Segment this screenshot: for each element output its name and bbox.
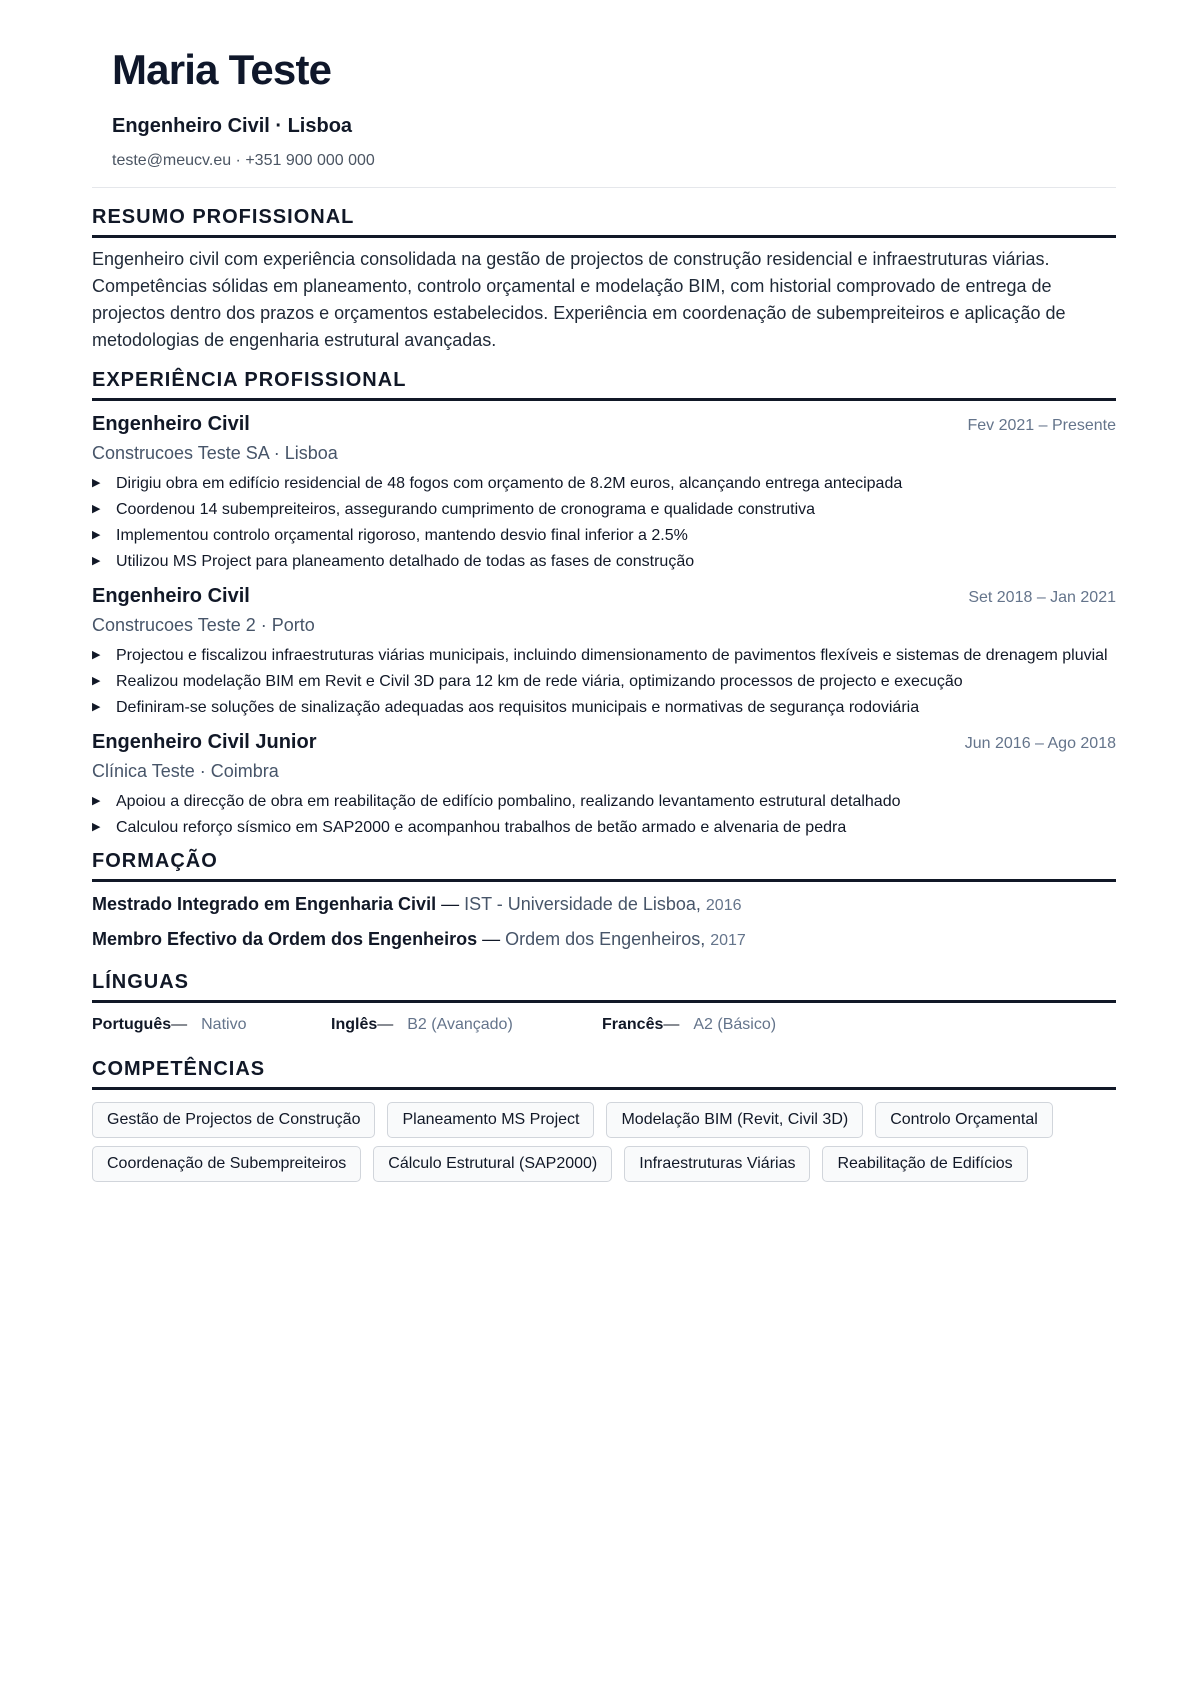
- skill-chip: Controlo Orçamental: [875, 1102, 1053, 1138]
- job-dates: Jun 2016 – Ago 2018: [964, 735, 1116, 752]
- resume-header: [92, 0, 1116, 188]
- experience-section: [92, 368, 1116, 839]
- education-year: 2016: [705, 897, 742, 914]
- job-title: Engenheiro Civil Junior: [92, 731, 317, 753]
- language-level: B2 (Avançado): [407, 1016, 513, 1033]
- skill-chip: Gestão de Projectos de Construção: [92, 1102, 375, 1138]
- language-item: [331, 1013, 602, 1037]
- education-separator: —: [436, 894, 465, 914]
- job-bullets: [92, 472, 1116, 573]
- bullet-text: Dirigiu obra em edifício residencial de 48 fogos com orçamento de 8.2M euros, alcançando entrega antecipada: [116, 475, 903, 492]
- language-item: [92, 1013, 331, 1037]
- job-dates: Set 2018 – Jan 2021: [968, 589, 1116, 606]
- summary-text: Engenheiro civil com experiência consolidada na gestão de projectos de construção residencial e infraestruturas viárias. Competências sólidas em planeamento, controlo orçamental e modelação BIM, com historial comprovado de entrega de projectos dentro dos prazos e orçamentos estabelecidos. Experiência em coordenação de subempreiteiros e aplicação de metodologias de engenharia estrutural avançadas.: [92, 249, 1066, 350]
- job-company: Clínica Teste · Coimbra: [92, 761, 279, 781]
- job-title: Engenheiro Civil: [92, 585, 250, 607]
- bullet-text: Calculou reforço sísmico em SAP2000 e acompanhou trabalhos de betão armado e alvenaria de pedra: [116, 819, 847, 836]
- headline: Engenheiro Civil · Lisboa: [112, 115, 353, 137]
- job-company: Construcoes Teste SA · Lisboa: [92, 443, 338, 463]
- triangle-right-icon: ▶: [92, 529, 101, 541]
- section-title-skills: COMPETÊNCIAS: [92, 1057, 1116, 1090]
- education-institution: Ordem dos Engenheiros: [505, 929, 701, 949]
- bullet-text: Projectou e fiscalizou infraestruturas viárias municipais, incluindo dimensionamento de pavimentos flexíveis e sistemas de drenagem pluvial: [116, 647, 1108, 664]
- education-degree: Membro Efectivo da Ordem dos Engenheiros: [92, 929, 478, 949]
- bullet-text: Definiram-se soluções de sinalização adequadas aos requisitos municipais e normativas de segurança rodoviária: [116, 699, 920, 716]
- triangle-right-icon: ▶: [92, 555, 101, 567]
- language-name: Inglês: [331, 1016, 378, 1033]
- section-title-summary: RESUMO PROFISSIONAL: [92, 205, 1116, 238]
- triangle-right-icon: ▶: [92, 821, 101, 833]
- bullet-text: Implementou controlo orçamental rigoroso, mantendo desvio final inferior a 2.5%: [116, 527, 688, 544]
- triangle-right-icon: ▶: [92, 701, 101, 713]
- list-item: [92, 472, 1116, 495]
- contact-line: teste@meucv.eu · +351 900 000 000: [112, 152, 375, 169]
- triangle-right-icon: ▶: [92, 795, 101, 807]
- skills-section: [92, 1057, 1116, 1190]
- education-item: [92, 927, 1116, 953]
- language-separator: —: [171, 1016, 188, 1033]
- list-item: [92, 696, 1116, 719]
- skill-chip: Reabilitação de Edifícios: [822, 1146, 1027, 1182]
- education-year: 2017: [710, 932, 746, 949]
- job-entry: [92, 583, 1116, 719]
- skill-chip: Coordenação de Subempreiteiros: [92, 1146, 361, 1182]
- language-name: Português: [92, 1016, 172, 1033]
- skills-chips: [92, 1102, 1116, 1190]
- job-entry: [92, 729, 1116, 839]
- language-separator: —: [663, 1016, 680, 1033]
- education-degree: Mestrado Integrado em Engenharia Civil: [92, 894, 437, 914]
- triangle-right-icon: ▶: [92, 503, 101, 515]
- education-section: [92, 849, 1116, 953]
- job-dates: Fev 2021 – Presente: [967, 417, 1116, 434]
- bullet-text: Utilizou MS Project para planeamento detalhado de todas as fases de construção: [116, 553, 695, 570]
- section-title-education: FORMAÇÃO: [92, 849, 1116, 882]
- language-level: Nativo: [201, 1016, 247, 1033]
- list-item: [92, 790, 1116, 813]
- bullet-text: Coordenou 14 subempreiteiros, assegurando cumprimento de cronograma e qualidade construtiva: [116, 501, 816, 518]
- bullet-text: Apoiou a direcção de obra em reabilitação de edifício pombalino, realizando levantamento estrutural detalhado: [116, 793, 901, 810]
- bullet-text: Realizou modelação BIM em Revit e Civil 3D para 12 km de rede viária, optimizando processos de projecto e execução: [116, 673, 963, 690]
- language-item: [602, 1013, 776, 1037]
- candidate-name: Maria Teste: [112, 46, 332, 93]
- list-item: [92, 670, 1116, 693]
- header-divider: [92, 187, 1116, 188]
- section-title-languages: LÍNGUAS: [92, 970, 1116, 1003]
- list-item: [92, 816, 1116, 839]
- education-separator: —: [477, 929, 506, 949]
- list-item: [92, 550, 1116, 573]
- education-comma: ,: [695, 894, 706, 914]
- list-item: [92, 498, 1116, 521]
- language-name: Francês: [602, 1016, 664, 1033]
- list-item: [92, 644, 1116, 667]
- language-separator: —: [377, 1016, 394, 1033]
- job-entry: [92, 411, 1116, 573]
- skill-chip: Modelação BIM (Revit, Civil 3D): [606, 1102, 863, 1138]
- job-bullets: [92, 790, 1116, 839]
- resume-page: [92, 0, 1116, 1190]
- languages-list: [92, 1013, 1116, 1037]
- section-title-experience: EXPERIÊNCIA PROFISSIONAL: [92, 368, 1116, 401]
- job-title: Engenheiro Civil: [92, 413, 250, 435]
- education-institution: IST - Universidade de Lisboa: [464, 894, 696, 914]
- job-company: Construcoes Teste 2 · Porto: [92, 615, 315, 635]
- triangle-right-icon: ▶: [92, 477, 101, 489]
- skill-chip: Cálculo Estrutural (SAP2000): [373, 1146, 612, 1182]
- triangle-right-icon: ▶: [92, 675, 101, 687]
- summary-section: [92, 205, 1116, 354]
- job-bullets: [92, 644, 1116, 719]
- language-level: A2 (Básico): [693, 1016, 777, 1033]
- skill-chip: Planeamento MS Project: [387, 1102, 594, 1138]
- education-item: [92, 892, 1116, 918]
- triangle-right-icon: ▶: [92, 649, 101, 661]
- list-item: [92, 524, 1116, 547]
- languages-section: [92, 970, 1116, 1037]
- skill-chip: Infraestruturas Viárias: [624, 1146, 810, 1182]
- education-comma: ,: [700, 929, 711, 949]
